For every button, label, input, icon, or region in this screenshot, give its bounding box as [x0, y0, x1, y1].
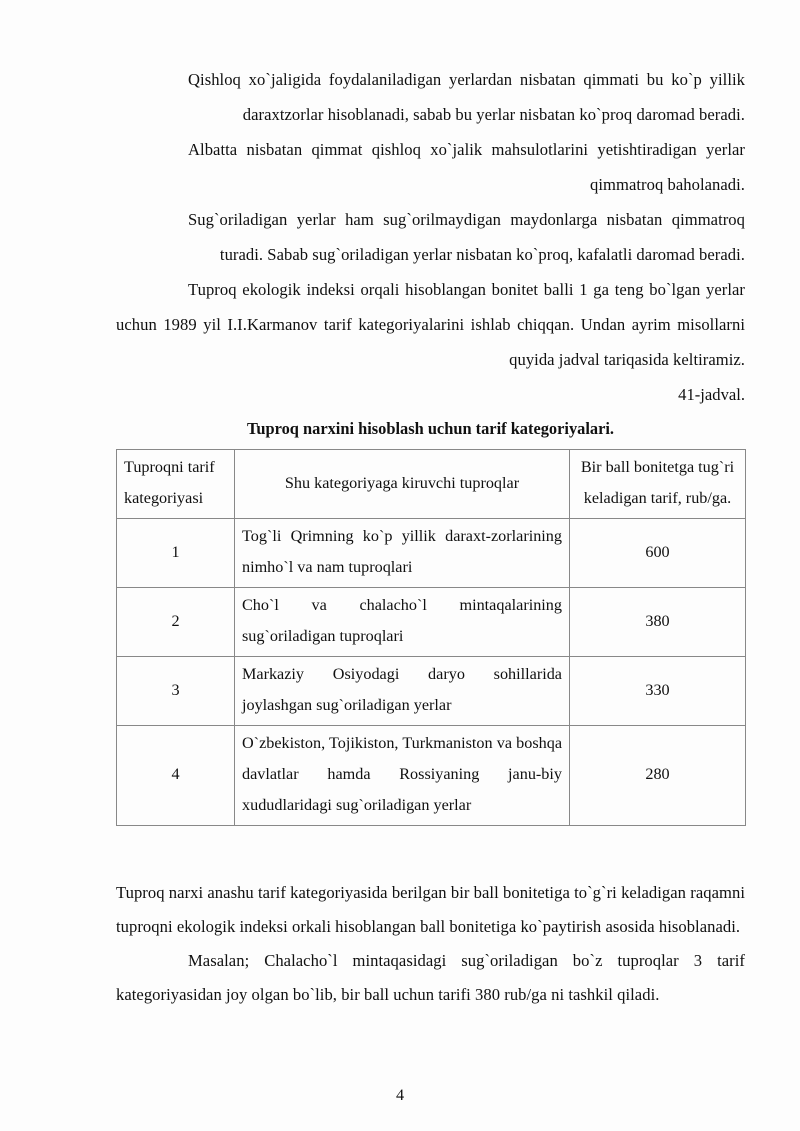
table-row — [117, 726, 746, 826]
cell-description: Markaziy Osiyodagi daryo sohillarida joylashgan sug`oriladigan yerlar — [235, 657, 570, 726]
paragraph-6: Masalan; Chalacho`l mintaqasidagi sug`oriladigan bo`z tuproqlar 3 tarif kategoriyasidan joy olgan bo`lib, bir ball uchun tarifi 380 rub/ga ni tashkil qiladi. — [116, 951, 745, 1004]
table-header-description: Shu kategoriyaga kiruvchi tuproqlar — [235, 450, 570, 519]
table-number-label: 41-jadval. — [678, 385, 745, 404]
body-text-below-table — [116, 876, 745, 1012]
paragraph-4: Tuproq ekologik indeksi orqali hisoblangan bonitet balli 1 ga teng bo`lgan yerlar uchun 1989 yil I.I.Karmanov tarif kategoriyalarini ishlab chiqqan. Undan ayrim misollarni quyida jadval tariqasida keltiramiz. — [116, 280, 745, 369]
cell-category: 2 — [117, 588, 235, 657]
table-row — [117, 657, 746, 726]
table-header-row — [117, 450, 746, 519]
cell-description: O`zbekiston, Tojikiston, Turkmaniston va boshqa davlatlar hamda Rossiyaning janu-biy xududlaridagi sug`oriladigan yerlar — [235, 726, 570, 826]
table-caption: Tuproq narxini hisoblash uchun tarif kategoriyalari. — [246, 419, 615, 438]
paragraph-5: Tuproq narxi anashu tarif kategoriyasida berilgan bir ball bonitetiga to`g`ri keladigan raqamni tuproqni ekologik indeksi orkali hisoblangan ball bonitetiga ko`paytirish asosida hisoblanadi. — [116, 883, 745, 936]
cell-category: 4 — [117, 726, 235, 826]
paragraph-3: Sug`oriladigan yerlar ham sug`orilmaydigan maydonlarga nisbatan qimmatroq turadi. Sabab sug`oriladigan yerlar nisbatan ko`proq, kafalatli daromad beradi. — [188, 210, 745, 264]
paragraph-2: Albatta nisbatan qimmat qishloq xo`jalik mahsulotlarini yetishtiradigan yerlar qimmatroq baholanadi. — [188, 140, 745, 194]
cell-category: 3 — [117, 657, 235, 726]
cell-description: Cho`l va chalacho`l mintaqalarining sug`oriladigan tuproqlari — [235, 588, 570, 657]
cell-category: 1 — [117, 519, 235, 588]
table-header-tariff: Bir ball bonitetga tug`ri keladigan tarif, rub/ga. — [570, 450, 746, 519]
page-number: 4 — [395, 1086, 405, 1104]
table-row — [117, 519, 746, 588]
cell-tariff: 600 — [570, 519, 746, 588]
body-text-above-table — [116, 62, 745, 826]
tariff-categories-table — [116, 449, 746, 826]
cell-description: Tog`li Qrimning ko`p yillik daraxt-zorlarining nimho`l va nam tuproqlari — [235, 519, 570, 588]
table-row — [117, 588, 746, 657]
cell-tariff: 280 — [570, 726, 746, 826]
cell-tariff: 380 — [570, 588, 746, 657]
table-header-category: Tuproqni tarif kategoriyasi — [117, 450, 235, 519]
paragraph-1: Qishloq xo`jaligida foydalaniladigan yerlardan nisbatan qimmati bu ko`p yillik daraxtzorlar hisoblanadi, sabab bu yerlar nisbatan ko`proq daromad beradi. — [188, 70, 745, 124]
cell-tariff: 330 — [570, 657, 746, 726]
